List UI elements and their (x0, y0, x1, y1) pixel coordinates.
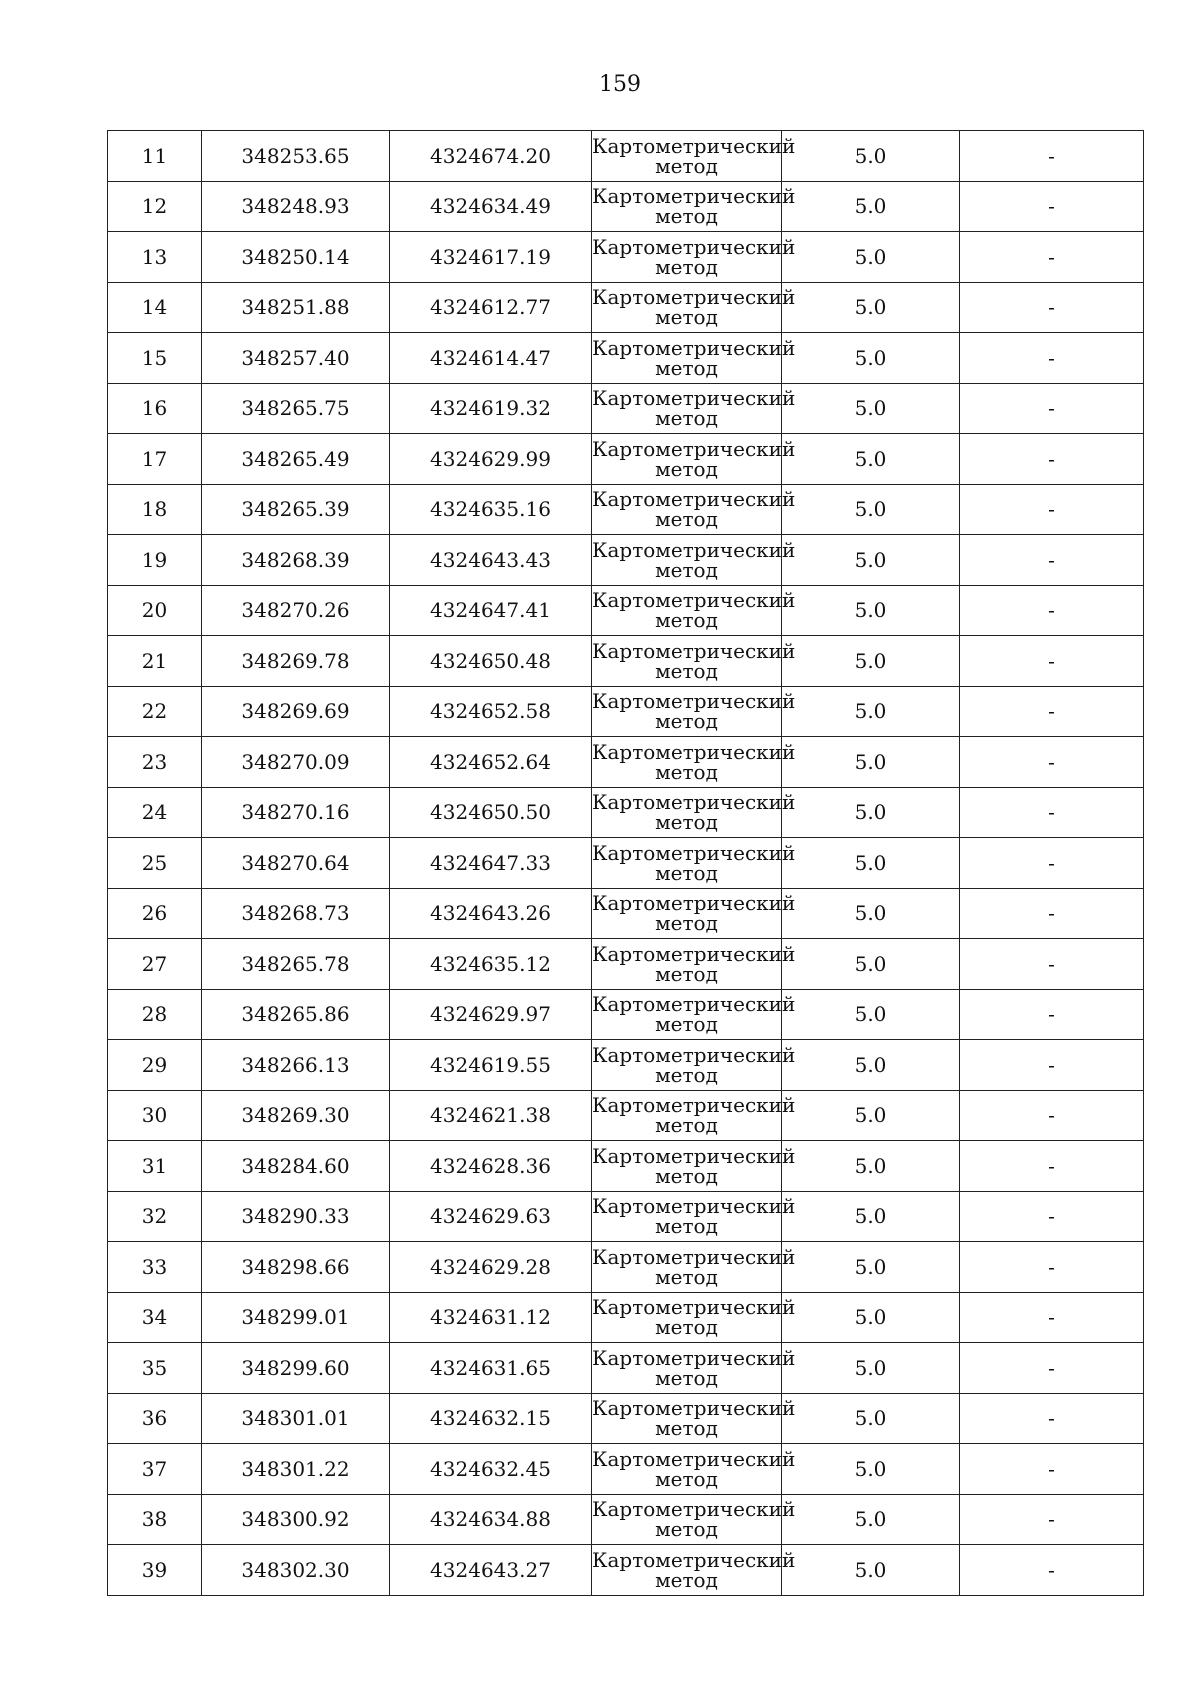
accuracy-cell: 5.0 (782, 434, 960, 485)
table-row (108, 181, 1144, 232)
point-number-cell: 11 (108, 131, 202, 182)
accuracy-cell: 5.0 (782, 333, 960, 384)
note-cell: - (960, 939, 1144, 990)
accuracy-cell: 5.0 (782, 989, 960, 1040)
table-row (108, 1141, 1144, 1192)
point-number-cell: 37 (108, 1444, 202, 1495)
y-coordinate-cell: 4324634.49 (390, 181, 592, 232)
y-coordinate-cell: 4324632.15 (390, 1393, 592, 1444)
table-row (108, 131, 1144, 182)
accuracy-cell: 5.0 (782, 737, 960, 788)
point-number-cell: 26 (108, 888, 202, 939)
note-cell: - (960, 282, 1144, 333)
note-cell: - (960, 484, 1144, 535)
note-cell: - (960, 535, 1144, 586)
accuracy-cell: 5.0 (782, 1393, 960, 1444)
accuracy-cell: 5.0 (782, 1090, 960, 1141)
method-line-2: метод (655, 204, 718, 229)
x-coordinate-cell: 348248.93 (202, 181, 390, 232)
x-coordinate-cell: 348265.49 (202, 434, 390, 485)
method-line-2: метод (655, 1163, 718, 1188)
table-row (108, 1242, 1144, 1293)
y-coordinate-cell: 4324631.65 (390, 1343, 592, 1394)
x-coordinate-cell: 348299.01 (202, 1292, 390, 1343)
method-cell (592, 484, 796, 535)
method-cell (592, 787, 796, 838)
method-line-1: Картометрический (592, 1497, 796, 1522)
method-line-1: Картометрический (592, 487, 796, 512)
y-coordinate-cell: 4324652.64 (390, 737, 592, 788)
table-row (108, 686, 1144, 737)
note-cell: - (960, 1444, 1144, 1495)
method-line-1: Картометрический (592, 1295, 796, 1320)
note-cell: - (960, 1343, 1144, 1394)
note-cell: - (960, 737, 1144, 788)
accuracy-cell: 5.0 (782, 282, 960, 333)
method-line-1: Картометрический (592, 689, 796, 714)
x-coordinate-cell: 348270.16 (202, 787, 390, 838)
table-row (108, 1090, 1144, 1141)
table-row (108, 1494, 1144, 1545)
y-coordinate-cell: 4324650.48 (390, 636, 592, 687)
note-cell: - (960, 434, 1144, 485)
method-cell (592, 1343, 796, 1394)
note-cell: - (960, 1242, 1144, 1293)
method-line-2: метод (655, 608, 718, 633)
table-row (108, 989, 1144, 1040)
method-line-2: метод (655, 860, 718, 885)
method-cell (592, 1494, 796, 1545)
accuracy-cell: 5.0 (782, 484, 960, 535)
accuracy-cell: 5.0 (782, 1343, 960, 1394)
x-coordinate-cell: 348266.13 (202, 1040, 390, 1091)
x-coordinate-cell: 348302.30 (202, 1545, 390, 1596)
table-row (108, 1191, 1144, 1242)
note-cell: - (960, 989, 1144, 1040)
accuracy-cell: 5.0 (782, 888, 960, 939)
point-number-cell: 17 (108, 434, 202, 485)
table-row (108, 1292, 1144, 1343)
point-number-cell: 30 (108, 1090, 202, 1141)
x-coordinate-cell: 348290.33 (202, 1191, 390, 1242)
method-line-2: метод (655, 305, 718, 330)
note-cell: - (960, 1393, 1144, 1444)
point-number-cell: 29 (108, 1040, 202, 1091)
y-coordinate-cell: 4324635.12 (390, 939, 592, 990)
y-coordinate-cell: 4324629.99 (390, 434, 592, 485)
method-line-2: метод (655, 1365, 718, 1390)
point-number-cell: 13 (108, 232, 202, 283)
method-line-1: Картометрический (592, 840, 796, 865)
y-coordinate-cell: 4324650.50 (390, 787, 592, 838)
method-line-1: Картометрический (592, 1244, 796, 1269)
x-coordinate-cell: 348269.78 (202, 636, 390, 687)
note-cell: - (960, 1545, 1144, 1596)
note-cell: - (960, 1292, 1144, 1343)
point-number-cell: 19 (108, 535, 202, 586)
x-coordinate-cell: 348269.69 (202, 686, 390, 737)
accuracy-cell: 5.0 (782, 636, 960, 687)
method-line-2: метод (655, 810, 718, 835)
method-line-1: Картометрический (592, 184, 796, 209)
note-cell: - (960, 232, 1144, 283)
method-line-1: Картометрический (592, 638, 796, 663)
point-number-cell: 14 (108, 282, 202, 333)
method-cell (592, 686, 796, 737)
accuracy-cell: 5.0 (782, 232, 960, 283)
method-cell (592, 838, 796, 889)
method-line-1: Картометрический (592, 739, 796, 764)
table-row (108, 1545, 1144, 1596)
method-cell (592, 1040, 796, 1091)
point-number-cell: 28 (108, 989, 202, 1040)
method-line-1: Картометрический (592, 588, 796, 613)
method-line-2: метод (655, 1214, 718, 1239)
method-line-2: метод (655, 759, 718, 784)
point-number-cell: 12 (108, 181, 202, 232)
method-line-1: Картометрический (592, 537, 796, 562)
table-row (108, 585, 1144, 636)
x-coordinate-cell: 348301.01 (202, 1393, 390, 1444)
note-cell: - (960, 1191, 1144, 1242)
point-number-cell: 16 (108, 383, 202, 434)
method-line-2: метод (655, 153, 718, 178)
x-coordinate-cell: 348257.40 (202, 333, 390, 384)
x-coordinate-cell: 348265.86 (202, 989, 390, 1040)
point-number-cell: 27 (108, 939, 202, 990)
method-cell (592, 383, 796, 434)
table-row (108, 787, 1144, 838)
y-coordinate-cell: 4324647.33 (390, 838, 592, 889)
x-coordinate-cell: 348268.39 (202, 535, 390, 586)
table-row (108, 333, 1144, 384)
method-cell (592, 232, 796, 283)
y-coordinate-cell: 4324674.20 (390, 131, 592, 182)
table-row (108, 1040, 1144, 1091)
method-line-2: метод (655, 355, 718, 380)
method-line-1: Картометрический (592, 1194, 796, 1219)
note-cell: - (960, 636, 1144, 687)
accuracy-cell: 5.0 (782, 131, 960, 182)
method-cell (592, 1393, 796, 1444)
point-number-cell: 35 (108, 1343, 202, 1394)
table-row (108, 434, 1144, 485)
point-number-cell: 38 (108, 1494, 202, 1545)
point-number-cell: 24 (108, 787, 202, 838)
x-coordinate-cell: 348270.26 (202, 585, 390, 636)
y-coordinate-cell: 4324631.12 (390, 1292, 592, 1343)
method-line-1: Картометрический (592, 1345, 796, 1370)
table-row (108, 535, 1144, 586)
table-row (108, 636, 1144, 687)
note-cell: - (960, 1494, 1144, 1545)
y-coordinate-cell: 4324643.26 (390, 888, 592, 939)
method-cell (592, 585, 796, 636)
y-coordinate-cell: 4324643.43 (390, 535, 592, 586)
y-coordinate-cell: 4324635.16 (390, 484, 592, 535)
note-cell: - (960, 131, 1144, 182)
method-line-1: Картометрический (592, 1143, 796, 1168)
point-number-cell: 18 (108, 484, 202, 535)
y-coordinate-cell: 4324617.19 (390, 232, 592, 283)
point-number-cell: 36 (108, 1393, 202, 1444)
accuracy-cell: 5.0 (782, 1242, 960, 1293)
table-row (108, 484, 1144, 535)
point-number-cell: 32 (108, 1191, 202, 1242)
method-line-1: Картометрический (592, 285, 796, 310)
method-line-2: метод (655, 1315, 718, 1340)
method-line-1: Картометрический (592, 436, 796, 461)
method-cell (592, 888, 796, 939)
point-number-cell: 34 (108, 1292, 202, 1343)
method-line-1: Картометрический (592, 1547, 796, 1572)
table-row (108, 1444, 1144, 1495)
accuracy-cell: 5.0 (782, 535, 960, 586)
accuracy-cell: 5.0 (782, 838, 960, 889)
accuracy-cell: 5.0 (782, 1141, 960, 1192)
method-line-1: Картометрический (592, 386, 796, 411)
table-row (108, 939, 1144, 990)
accuracy-cell: 5.0 (782, 939, 960, 990)
y-coordinate-cell: 4324643.27 (390, 1545, 592, 1596)
accuracy-cell: 5.0 (782, 787, 960, 838)
method-line-2: метод (655, 406, 718, 431)
accuracy-cell: 5.0 (782, 1494, 960, 1545)
point-number-cell: 39 (108, 1545, 202, 1596)
y-coordinate-cell: 4324621.38 (390, 1090, 592, 1141)
x-coordinate-cell: 348269.30 (202, 1090, 390, 1141)
x-coordinate-cell: 348284.60 (202, 1141, 390, 1192)
y-coordinate-cell: 4324632.45 (390, 1444, 592, 1495)
y-coordinate-cell: 4324647.41 (390, 585, 592, 636)
point-number-cell: 31 (108, 1141, 202, 1192)
method-cell (592, 939, 796, 990)
note-cell: - (960, 585, 1144, 636)
method-line-1: Картометрический (592, 133, 796, 158)
x-coordinate-cell: 348251.88 (202, 282, 390, 333)
y-coordinate-cell: 4324652.58 (390, 686, 592, 737)
y-coordinate-cell: 4324619.32 (390, 383, 592, 434)
x-coordinate-cell: 348298.66 (202, 1242, 390, 1293)
x-coordinate-cell: 348250.14 (202, 232, 390, 283)
y-coordinate-cell: 4324629.97 (390, 989, 592, 1040)
method-cell (592, 1242, 796, 1293)
y-coordinate-cell: 4324634.88 (390, 1494, 592, 1545)
table-row (108, 737, 1144, 788)
method-line-2: метод (655, 1264, 718, 1289)
table-row (108, 232, 1144, 283)
accuracy-cell: 5.0 (782, 1292, 960, 1343)
method-line-2: метод (655, 911, 718, 936)
method-cell (592, 1090, 796, 1141)
table-row (108, 1393, 1144, 1444)
method-line-1: Картометрический (592, 1396, 796, 1421)
method-cell (592, 1141, 796, 1192)
note-cell: - (960, 838, 1144, 889)
method-line-2: метод (655, 1012, 718, 1037)
y-coordinate-cell: 4324628.36 (390, 1141, 592, 1192)
point-number-cell: 15 (108, 333, 202, 384)
method-cell (592, 333, 796, 384)
method-line-2: метод (655, 557, 718, 582)
method-cell (592, 434, 796, 485)
method-line-2: метод (655, 1517, 718, 1542)
method-line-1: Картометрический (592, 1446, 796, 1471)
page-number: 159 (599, 72, 641, 97)
x-coordinate-cell: 348265.39 (202, 484, 390, 535)
method-line-2: метод (655, 1567, 718, 1592)
accuracy-cell: 5.0 (782, 1040, 960, 1091)
method-line-1: Картометрический (592, 1093, 796, 1118)
y-coordinate-cell: 4324629.63 (390, 1191, 592, 1242)
method-line-1: Картометрический (592, 992, 796, 1017)
note-cell: - (960, 787, 1144, 838)
method-line-2: метод (655, 961, 718, 986)
method-line-2: метод (655, 709, 718, 734)
note-cell: - (960, 333, 1144, 384)
accuracy-cell: 5.0 (782, 686, 960, 737)
method-cell (592, 636, 796, 687)
y-coordinate-cell: 4324612.77 (390, 282, 592, 333)
method-line-1: Картометрический (592, 234, 796, 259)
method-line-1: Картометрический (592, 1042, 796, 1067)
method-cell (592, 989, 796, 1040)
method-cell (592, 1444, 796, 1495)
method-line-2: метод (655, 1416, 718, 1441)
point-number-cell: 22 (108, 686, 202, 737)
note-cell: - (960, 888, 1144, 939)
method-line-1: Картометрический (592, 790, 796, 815)
method-line-2: метод (655, 1466, 718, 1491)
point-number-cell: 21 (108, 636, 202, 687)
y-coordinate-cell: 4324629.28 (390, 1242, 592, 1293)
method-cell (592, 737, 796, 788)
method-line-2: метод (655, 507, 718, 532)
x-coordinate-cell: 348270.09 (202, 737, 390, 788)
method-line-2: метод (655, 456, 718, 481)
note-cell: - (960, 1141, 1144, 1192)
table-row (108, 888, 1144, 939)
method-cell (592, 131, 796, 182)
method-cell (592, 282, 796, 333)
method-cell (592, 1191, 796, 1242)
accuracy-cell: 5.0 (782, 585, 960, 636)
method-line-1: Картометрический (592, 891, 796, 916)
method-cell (592, 535, 796, 586)
table-row (108, 838, 1144, 889)
method-line-2: метод (655, 658, 718, 683)
method-line-1: Картометрический (592, 335, 796, 360)
point-number-cell: 23 (108, 737, 202, 788)
x-coordinate-cell: 348265.75 (202, 383, 390, 434)
point-number-cell: 20 (108, 585, 202, 636)
coordinates-table (107, 130, 1144, 1596)
note-cell: - (960, 181, 1144, 232)
note-cell: - (960, 1090, 1144, 1141)
x-coordinate-cell: 348300.92 (202, 1494, 390, 1545)
accuracy-cell: 5.0 (782, 383, 960, 434)
point-number-cell: 33 (108, 1242, 202, 1293)
method-line-1: Картометрический (592, 941, 796, 966)
method-line-2: метод (655, 1062, 718, 1087)
y-coordinate-cell: 4324619.55 (390, 1040, 592, 1091)
accuracy-cell: 5.0 (782, 1444, 960, 1495)
x-coordinate-cell: 348268.73 (202, 888, 390, 939)
y-coordinate-cell: 4324614.47 (390, 333, 592, 384)
method-line-2: метод (655, 1113, 718, 1138)
method-cell (592, 1545, 796, 1596)
point-number-cell: 25 (108, 838, 202, 889)
x-coordinate-cell: 348265.78 (202, 939, 390, 990)
accuracy-cell: 5.0 (782, 1545, 960, 1596)
accuracy-cell: 5.0 (782, 1191, 960, 1242)
method-cell (592, 181, 796, 232)
note-cell: - (960, 383, 1144, 434)
x-coordinate-cell: 348270.64 (202, 838, 390, 889)
x-coordinate-cell: 348301.22 (202, 1444, 390, 1495)
note-cell: - (960, 686, 1144, 737)
note-cell: - (960, 1040, 1144, 1091)
table-row (108, 1343, 1144, 1394)
accuracy-cell: 5.0 (782, 181, 960, 232)
method-line-2: метод (655, 254, 718, 279)
table-row (108, 383, 1144, 434)
x-coordinate-cell: 348253.65 (202, 131, 390, 182)
table-row (108, 282, 1144, 333)
method-cell (592, 1292, 796, 1343)
x-coordinate-cell: 348299.60 (202, 1343, 390, 1394)
